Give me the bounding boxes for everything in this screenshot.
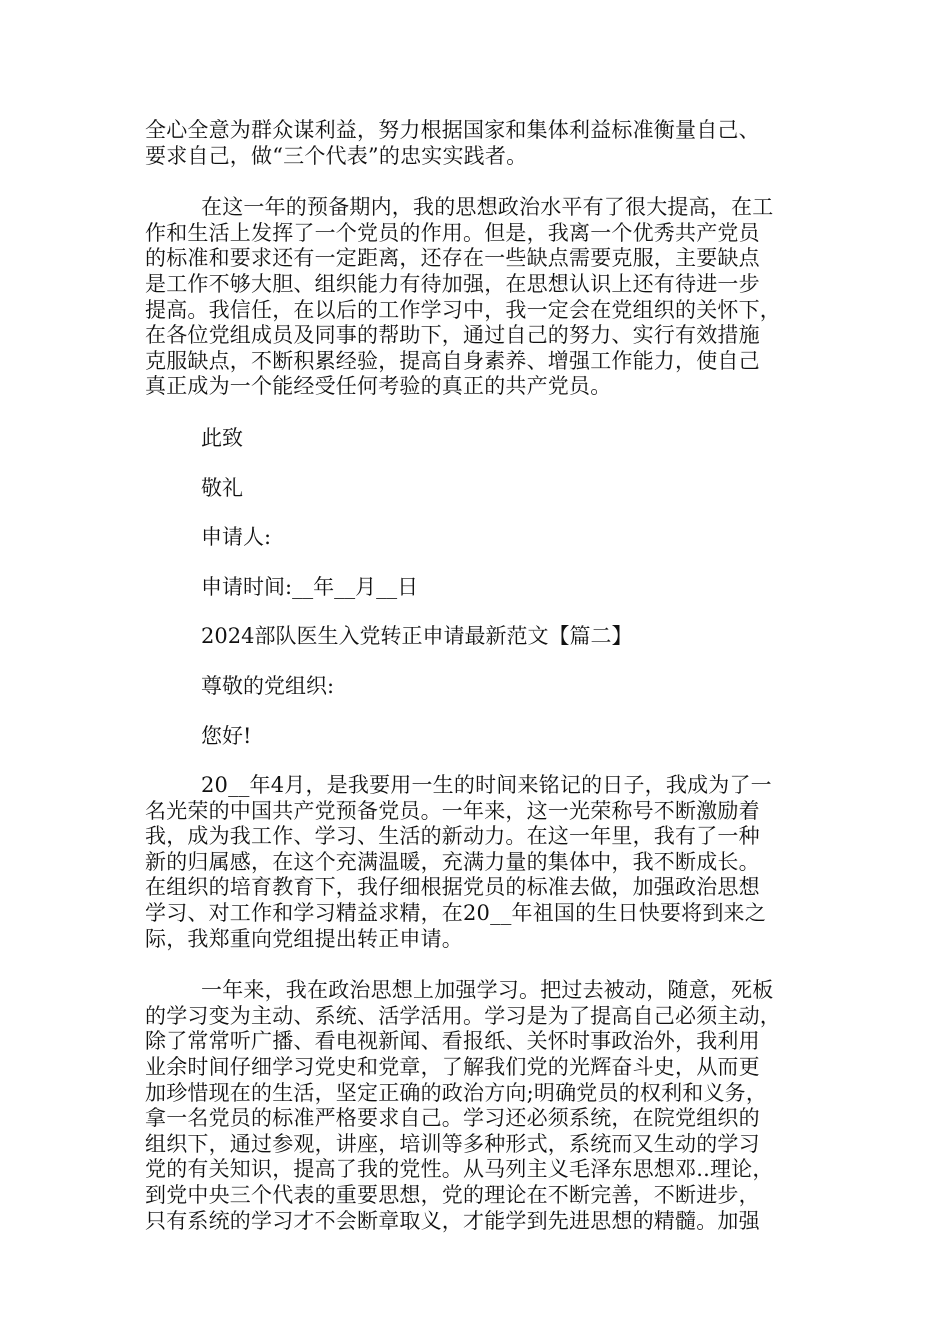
section-heading: 2024部队医生入党转正申请最新范文【篇二】 <box>201 624 633 649</box>
letter-greeting: 您好! <box>201 723 252 748</box>
text-line: 的学习变为主动、系统、活学活用。学习是为了提高自己必须主动， <box>145 1003 781 1028</box>
text-line: 提高。我信任，在以后的工作学习中，我一定会在党组织的关怀下， <box>145 297 781 322</box>
text-line: 业余时间仔细学习党史和党章，了解我们党的光辉奋斗史，从而更 <box>145 1055 760 1080</box>
text-line: 在组织的培育教育下，我仔细根据党员的标准去做，加强政治思想 <box>145 875 760 900</box>
text-line: 克服缺点，不断积累经验，提高自身素养、增强工作能力，使自己 <box>145 348 760 373</box>
text-line: 在这一年的预备期内，我的思想政治水平有了很大提高，在工 <box>201 195 774 220</box>
text-line: 新的归属感，在这个充满温暖，充满力量的集体中，我不断成长。 <box>145 849 760 874</box>
text-line: 加珍惜现在的生活，坚定正确的政治方向;明确党员的权利和义务， <box>145 1080 768 1105</box>
text-line: 只有系统的学习才不会断章取义，才能学到先进思想的精髓。加强 <box>145 1208 760 1233</box>
text-line: 是工作不够大胆、组织能力有待加强，在思想认识上还有待进一步 <box>145 271 760 296</box>
application-date-line: 申请时间:__年__月__日 <box>201 574 419 599</box>
text-line: 我，成为我工作、学习、生活的新动力。在这一年里，我有了一种 <box>145 824 760 849</box>
text-line: 20__年4月，是我要用一生的时间来铭记的日子，我成为了一 <box>201 773 772 798</box>
text-line: 要求自己，做“三个代表”的忠实实践者。 <box>145 143 528 168</box>
letter-salutation: 尊敬的党组织: <box>201 673 335 698</box>
text-line: 拿一名党员的标准严格要求自己。学习还必须系统，在院党组织的 <box>145 1106 760 1131</box>
text-line: 作和生活上发挥了一个党员的作用。但是，我离一个优秀共产党员 <box>145 220 760 245</box>
text-line: 组织下，通过参观，讲座，培训等多种形式，系统而又生动的学习 <box>145 1131 760 1156</box>
applicant-line: 申请人: <box>201 525 272 550</box>
text-line: 真正成为一个能经受任何考验的真正的共产党员。 <box>145 374 612 399</box>
paragraph-introduction <box>145 773 825 952</box>
text-line: 全心全意为群众谋利益，努力根据国家和集体利益标准衡量自己、 <box>145 118 760 142</box>
text-line: 党的有关知识，提高了我的党性。从马列主义毛泽东思想邓..理论， <box>145 1157 774 1182</box>
text-line: 在各位党组成员及同事的帮助下，通过自己的努力、实行有效措施 <box>145 323 760 348</box>
closing-salutation: 此致 <box>201 425 243 450</box>
paragraph-self-assessment <box>145 195 825 400</box>
closing-regards: 敬礼 <box>201 475 243 500</box>
text-line: 名光荣的中国共产党预备党员。一年来，这一光荣称号不断激励着 <box>145 798 760 823</box>
text-line: 际，我郑重向党组提出转正申请。 <box>145 926 463 951</box>
text-line: 一年来，我在政治思想上加强学习。把过去被动，随意，死板 <box>201 978 774 1003</box>
text-line: 的标准和要求还有一定距离，还存在一些缺点需要克服，主要缺点 <box>145 246 760 271</box>
text-line: 学习、对工作和学习精益求精，在20__年祖国的生日快要将到来之 <box>145 901 766 926</box>
document-page <box>145 118 825 1260</box>
paragraph-continuation <box>145 118 825 169</box>
text-line: 除了常常听广播、看电视新闻、看报纸、关怀时事政治外，我利用 <box>145 1029 760 1054</box>
paragraph-political-study <box>145 978 825 1234</box>
text-line: 到党中央三个代表的重要思想，党的理论在不断完善，不断进步， <box>145 1183 760 1207</box>
